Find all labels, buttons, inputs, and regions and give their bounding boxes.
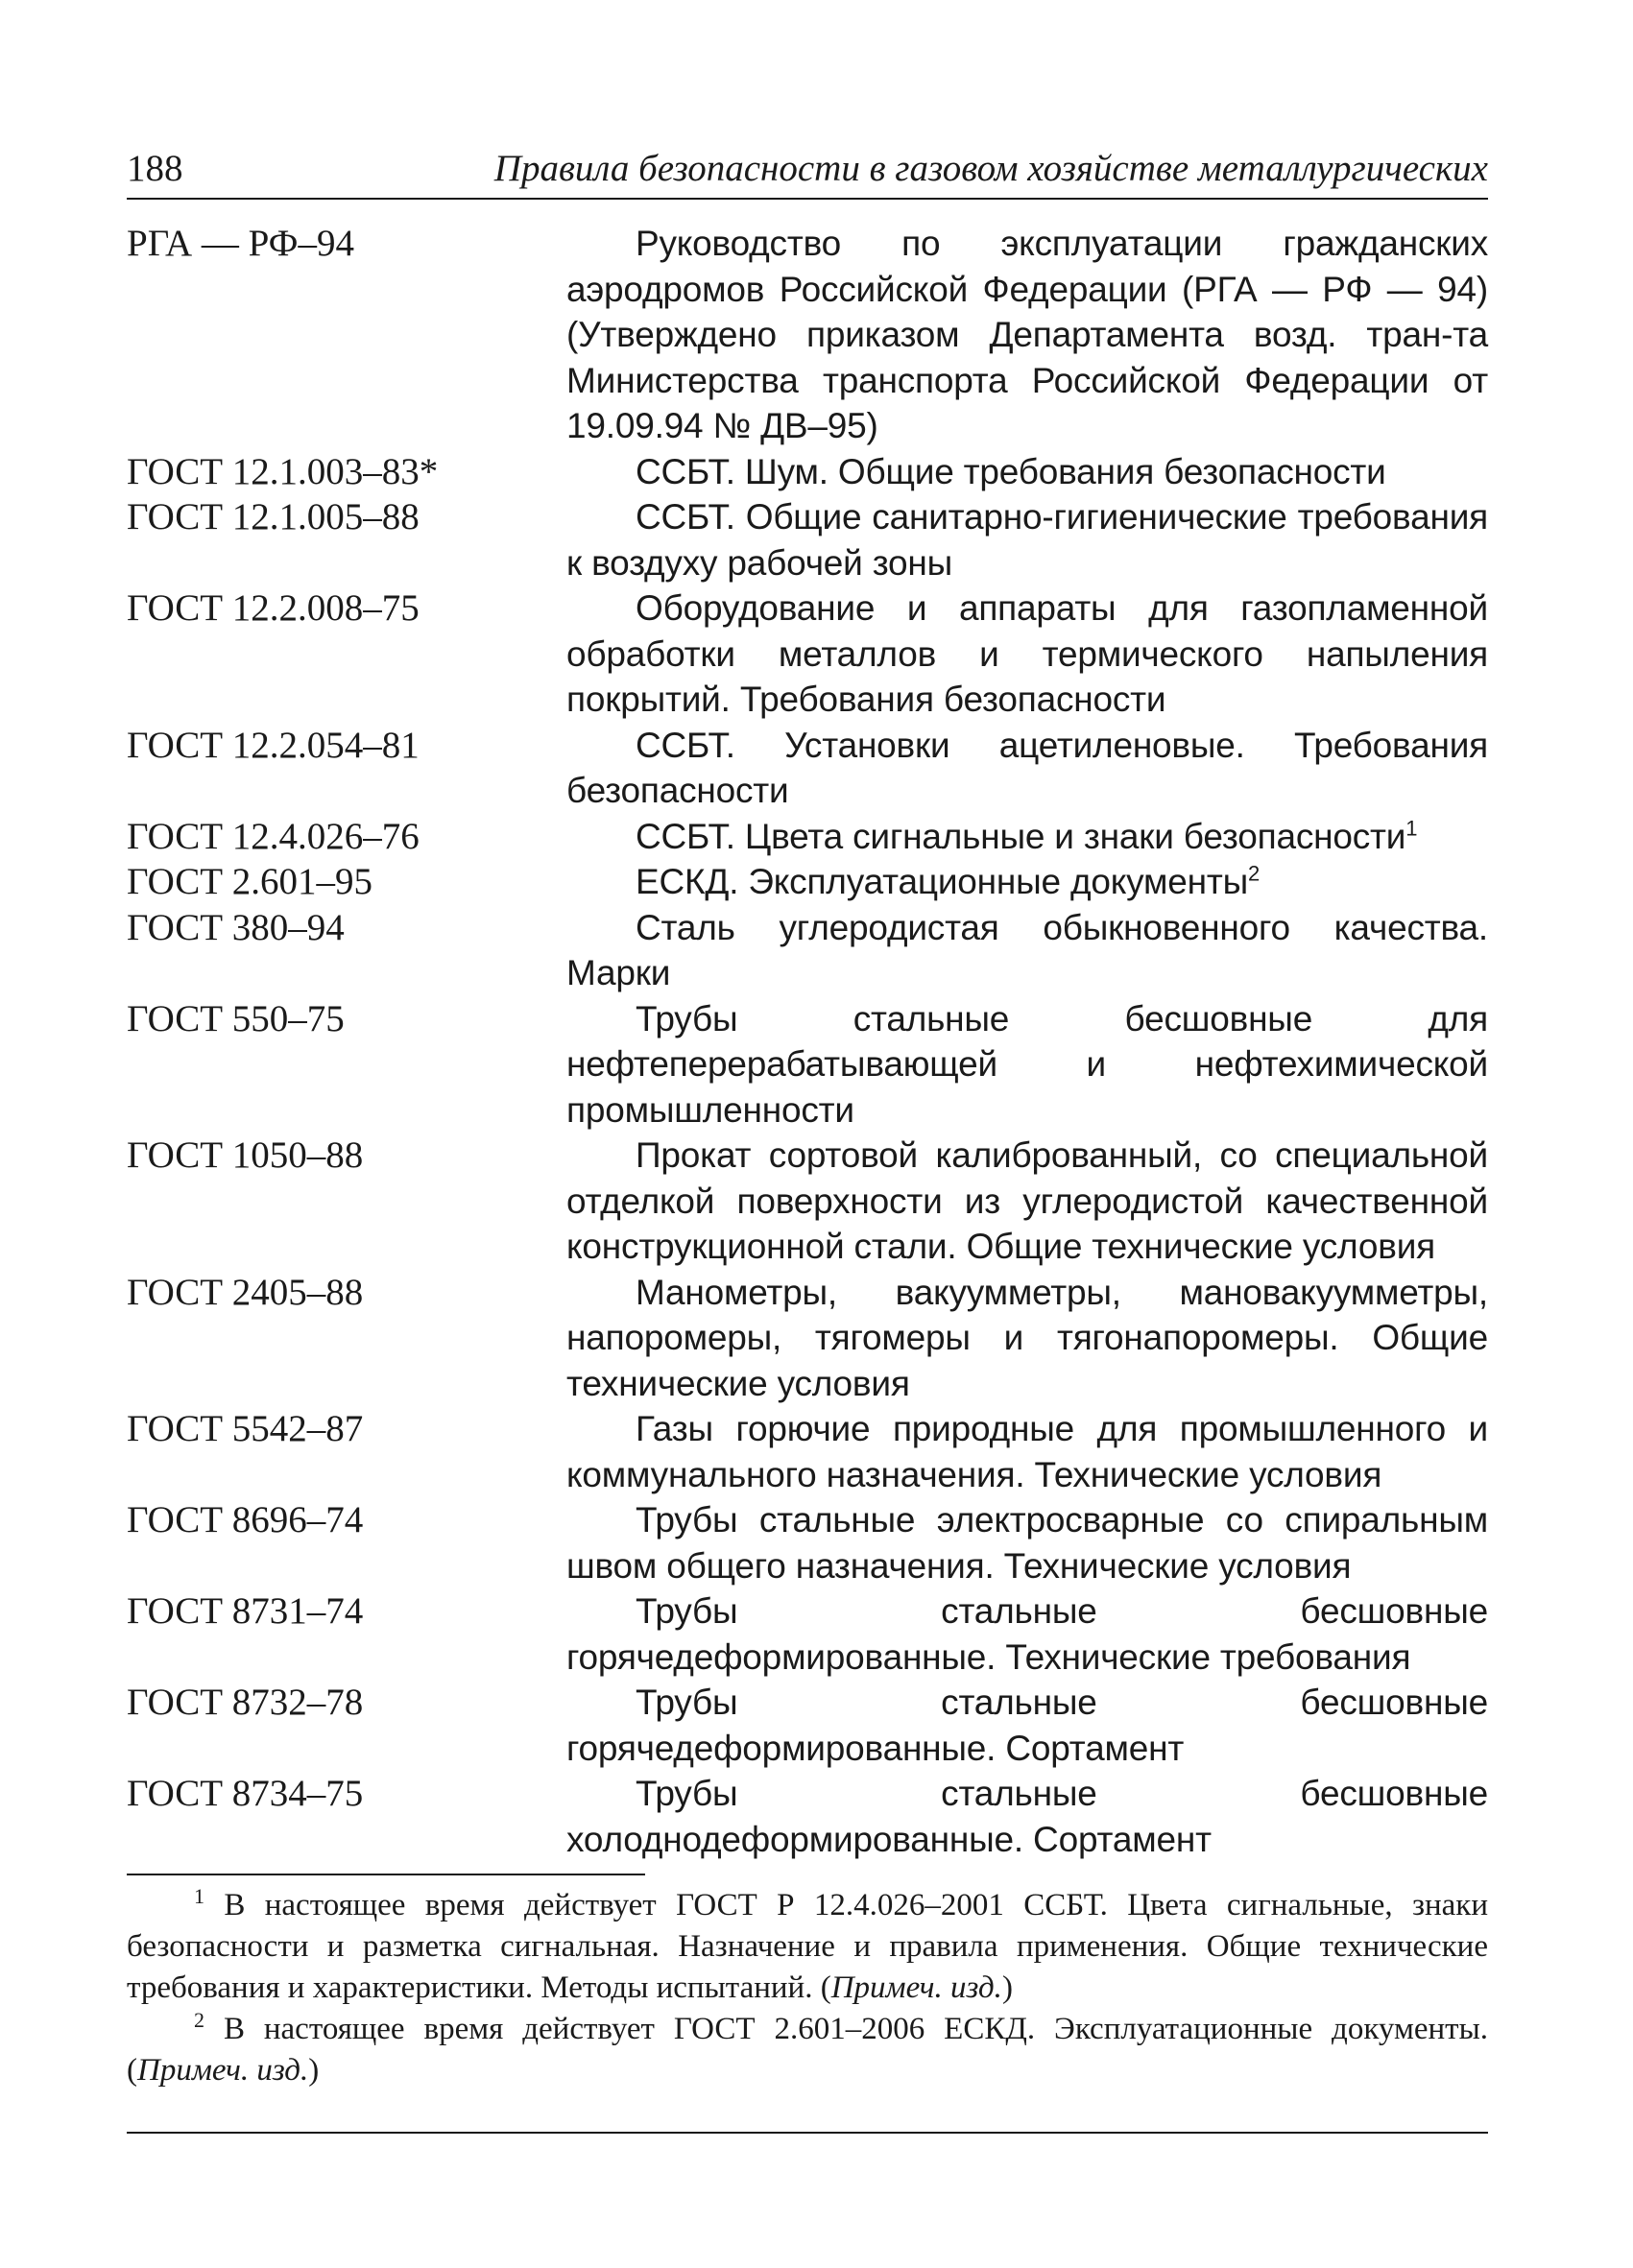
bottom-rule [127, 2132, 1488, 2134]
standard-code: ГОСТ 550–75 [127, 997, 345, 1039]
publisher-note: Примеч. изд. [830, 1970, 1002, 2005]
standard-description: Манометры, вакуумметры, мановакуумметры, напоромеры, тягомеры и тягонапоромеры. Общие технические условия [566, 1272, 1488, 1403]
standard-code: ГОСТ 12.1.003–83* [127, 450, 439, 492]
standard-description: Прокат сортовой калиброванный, со специальной отделкой поверхности из углеродистой качественной конструкционной стали. Общие технические условия [566, 1135, 1488, 1266]
standard-code: ГОСТ 12.2.054–81 [127, 724, 420, 766]
standard-description: ССБТ. Установки ацетиленовые. Требования безопасности [566, 725, 1488, 810]
standard-description: ССБТ. Цвета сигнальные и знаки безопасности$^1$ [636, 816, 1418, 856]
standard-code: РГА — РФ–94 [127, 223, 354, 264]
list-item [127, 1133, 1488, 1270]
standard-code: ГОСТ 12.1.005–88 [127, 496, 420, 537]
standard-code: ГОСТ 8734–75 [127, 1773, 364, 1814]
publisher-note: Примеч. изд. [137, 2053, 309, 2088]
list-item [127, 996, 1488, 1134]
list-item [127, 1270, 1488, 1407]
standard-code: ГОСТ 2.601–95 [127, 861, 373, 902]
standard-code: ГОСТ 12.4.026–76 [127, 815, 420, 857]
standard-description: Трубы стальные бесшовные холоднодеформированные. Сортамент [566, 1774, 1488, 1859]
footnote-ref: 2 [1248, 861, 1261, 886]
running-head [127, 144, 1488, 200]
standard-description: ЕСКД. Эксплуатационные документы$^2$ [636, 861, 1261, 901]
list-item [127, 449, 1488, 495]
list-item [127, 1680, 1488, 1771]
standard-description: ССБТ. Общие санитарно-гигиенические требования к воздуху рабочей зоны [566, 497, 1488, 583]
standards-list [127, 221, 1488, 1862]
standard-code: ГОСТ 8732–78 [127, 1682, 364, 1723]
standard-code: ГОСТ 1050–88 [127, 1134, 364, 1176]
standard-description: Трубы стальные бесшовные для нефтеперерабатывающей и нефтехимической промышленности [566, 998, 1488, 1130]
list-item [127, 494, 1488, 585]
footnote: $^1$ В настоящее время действует ГОСТ Р 12.4.026–2001 ССБТ. Цвета сигнальные, знаки безопасности и разметка сигнальная. Назначение и правила применения. Общие технические требования и характеристики. Методы испытаний. (Примеч. изд.) [127, 1884, 1489, 2005]
document-page [127, 144, 1488, 2134]
standard-code: ГОСТ 5542–87 [127, 1408, 364, 1449]
list-item [127, 905, 1488, 996]
list-item [127, 221, 1488, 449]
list-item [127, 1406, 1488, 1497]
standard-code: ГОСТ 2405–88 [127, 1271, 364, 1313]
list-item [127, 859, 1488, 905]
standard-description: Газы горючие природные для промышленного и коммунального назначения. Технические условия [566, 1409, 1488, 1494]
list-item [127, 814, 1488, 860]
list-item [127, 1497, 1488, 1588]
list-item [127, 723, 1488, 814]
footnote-number: 2 [194, 2008, 204, 2032]
standard-description: Оборудование и аппараты для газопламенной обработки металлов и термического напыления покрытий. Требования безопасности [566, 588, 1488, 719]
running-title: Правила безопасности в газовом хозяйстве металлургических [493, 148, 1488, 189]
standard-code: ГОСТ 380–94 [127, 906, 345, 948]
footnote-number: 1 [194, 1884, 204, 1908]
standard-description: Трубы стальные бесшовные горячедеформированные. Сортамент [566, 1683, 1488, 1768]
standard-description: Трубы стальные бесшовные горячедеформированные. Технические требования [566, 1591, 1488, 1677]
footnote-ref: 1 [1405, 816, 1418, 841]
list-item [127, 1588, 1488, 1680]
standard-description: Трубы стальные электросварные со спиральным швом общего назначения. Технические условия [566, 1500, 1488, 1586]
standard-code: ГОСТ 8731–74 [127, 1590, 364, 1632]
list-item [127, 1771, 1488, 1862]
standard-code: ГОСТ 8696–74 [127, 1499, 364, 1540]
footnote: $^2$ В настоящее время действует ГОСТ 2.601–2006 ЕСКД. Эксплуатационные документы. (Примеч. изд.) [127, 2008, 1488, 2088]
footnote-separator [127, 1874, 645, 1875]
page-number: 188 [127, 148, 183, 189]
standard-description: Руководство по эксплуатации гражданских аэродромов Российской Федерации (РГА — РФ — 94) (Утверждено приказом Департамента возд. тран-та Министерства транспорта Российской Федерации от 19.09.94 № ДВ–95) [566, 224, 1488, 445]
standard-description: Сталь углеродистая обыкновенного качества. Марки [566, 907, 1488, 992]
standard-description: ССБТ. Шум. Общие требования безопасности [636, 451, 1386, 491]
list-item [127, 585, 1488, 723]
standard-code: ГОСТ 12.2.008–75 [127, 587, 420, 629]
